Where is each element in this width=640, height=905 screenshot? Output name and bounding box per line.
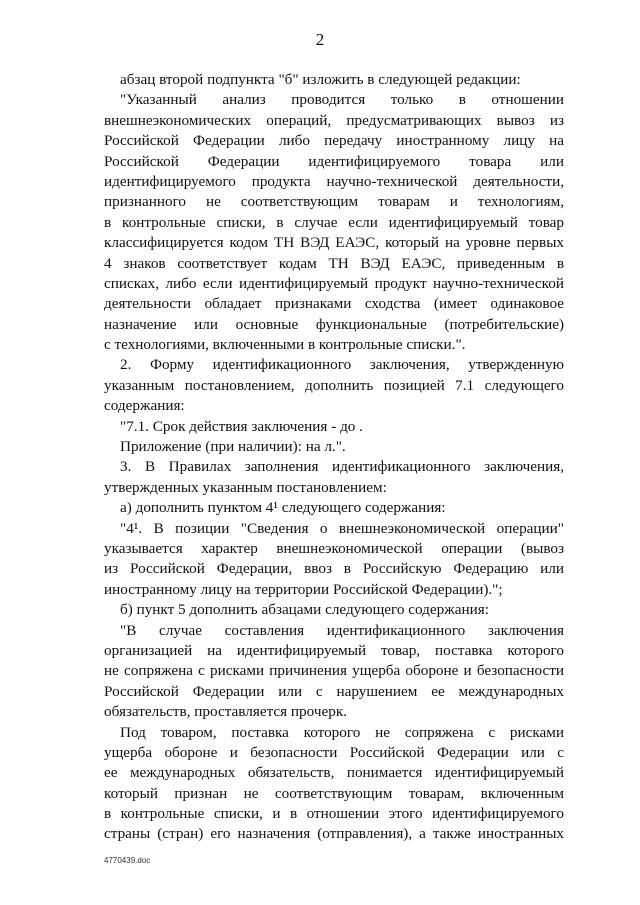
text-line: списках, либо если идентифицируемый продукт научно-технической [104, 274, 564, 292]
text-line: организацией на идентифицируемый товар, поставка которого [104, 641, 564, 659]
text-line: ее международных обязательств, понимается идентифицируемый [104, 764, 564, 782]
text-line: указывается характер внешнеэкономической операции (вывоз [104, 539, 564, 557]
text-line: признанного не соответствующим товарам и технологиям, [104, 193, 564, 211]
text-line: указанным постановлением, дополнить позицией 7.1 следующего [104, 376, 564, 394]
text-line: в контрольные списки, и в отношении этого идентифицируемого [104, 805, 564, 823]
document-body [104, 70, 564, 845]
text-line: Приложение (при наличии): на л.". [120, 438, 346, 456]
text-line: страны (стран) его назначения (отправления), а также иностранных [104, 825, 564, 843]
text-line: в контрольные списки, в случае если идентифицируемый товар [104, 213, 564, 231]
text-line: "4¹. В позиции "Сведения о внешнеэкономической операции" [120, 519, 564, 537]
text-line: Российской Федерации либо передачу иностранному лицу на [104, 132, 564, 150]
text-line: внешнеэкономических операций, предусматривающих вывоз из [104, 111, 564, 129]
text-line: 3. В Правилах заполнения идентификационного заключения, [120, 458, 564, 476]
text-line: 4 знаков соответствует кодам ТН ВЭД ЕАЭС, приведенным в [104, 254, 564, 272]
text-line: "В случае составления идентификационного заключения [120, 621, 564, 639]
text-line: б) пункт 5 дополнить абзацами следующего содержания: [120, 601, 489, 619]
text-line: абзац второй подпункта "б" изложить в следующей редакции: [120, 71, 521, 88]
text-line: а) дополнить пунктом 4¹ следующего содержания: [120, 499, 446, 517]
text-line: с технологиями, включенными в контрольные списки.". [104, 336, 466, 354]
text-line: "7.1. Срок действия заключения - до . [120, 417, 363, 435]
page-number: 2 [315, 30, 325, 49]
text-line: содержания: [104, 397, 185, 415]
text-line: Российской Федерации или с нарушением ее международных [104, 682, 564, 700]
text-line: иностранному лицу на территории Российской Федерации)."; [104, 580, 503, 598]
text-line: Под товаром, поставка которого не сопряжена с рисками [120, 723, 564, 741]
text-line: назначение или основные функциональные (потребительские) [104, 315, 564, 333]
text-line: Российской Федерации идентифицируемого товара или [104, 152, 564, 170]
text-line: не сопряжена с рисками причинения ущерба обороне и безопасности [104, 662, 564, 680]
text-line: деятельности обладает признаками сходства (имеет одинаковое [104, 295, 564, 313]
text-line: идентифицируемого продукта научно-технической деятельности, [104, 172, 564, 190]
text-line: утвержденных указанным постановлением: [104, 478, 387, 496]
text-line: который признан не соответствующим товарам, включенным [104, 784, 564, 802]
text-line: 2. Форму идентификационного заключения, утвержденную [120, 356, 564, 374]
footer-filename: 4770439.doc [104, 856, 151, 865]
text-line: классифицируется кодом ТН ВЭД ЕАЭС, который на уровне первых [104, 234, 564, 252]
text-line: из Российской Федерации, ввоз в Российскую Федерацию или [104, 560, 564, 578]
text-line: обязательств, проставляется прочерк. [104, 703, 347, 721]
text-line: "Указанный анализ проводится только в отношении [120, 91, 564, 109]
text-line: ущерба обороне и безопасности Российской Федерации или с [104, 743, 564, 761]
